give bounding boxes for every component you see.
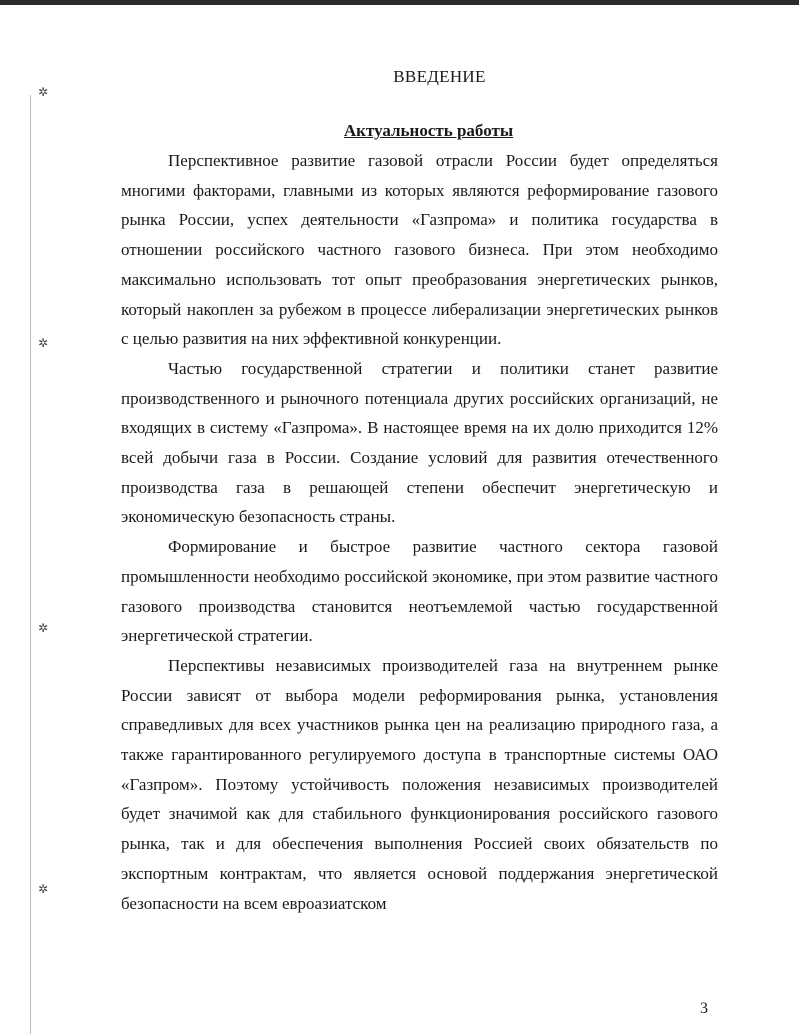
binding-margin-line <box>30 95 31 1034</box>
document-page <box>121 62 718 918</box>
binding-hole-mark-icon: ✲ <box>37 621 49 635</box>
scan-top-border <box>0 0 799 5</box>
paragraph-1: Перспективное развитие газовой отрасли России будет определяться многими факторами, главными из которых являются реформирование газового рынка России, успех деятельности «Газпрома» и политика государства в отношении российского частного газового бизнеса. При этом необходимо максимально использовать тот опыт преобразования энергетических рынков, который накоплен за рубежом в процессе либерализации энергетических рынков с целью развития на них эффективной конкуренции. <box>121 151 718 349</box>
page-title: ВВЕДЕНИЕ <box>393 67 486 86</box>
paragraph-3: Формирование и быстрое развитие частного сектора газовой промышленности необходимо российской экономике, при этом развитие частного газового производства становится неотъемлемой частью государственной энергетической стратегии. <box>121 537 718 646</box>
binding-hole-mark-icon: ✲ <box>37 85 49 99</box>
page-number: 3 <box>700 1000 708 1017</box>
paragraph-4: Перспективы независимых производителей газа на внутреннем рынке России зависят от выбора модели реформирования рынка, установления справедливых для всех участников рынка цен на реализацию природного газа, а также гарантированного регулируемого доступа в транспортные системы ОАО «Газпром». Поэтому устойчивость положения независимых производителей будет значимой как для стабильного функционирования российского газового рынка, так и для обеспечения выполнения Россией своих обязательств по экспортным контрактам, что является основой поддержания энергетической безопасности на всем евроазиатском <box>121 655 718 913</box>
paragraph-2: Частью государственной стратегии и политики станет развитие производственного и рыночного потенциала других российских организаций, не входящих в систему «Газпрома». В настоящее время на их долю приходится 12% всей добычи газа в России. Создание условий для развития отечественного производства газа в решающей степени обеспечит энергетическую и экономическую безопасность страны. <box>121 358 718 527</box>
binding-hole-mark-icon: ✲ <box>37 882 49 896</box>
binding-hole-mark-icon: ✲ <box>37 336 49 350</box>
section-heading: Актуальность работы <box>343 121 514 140</box>
